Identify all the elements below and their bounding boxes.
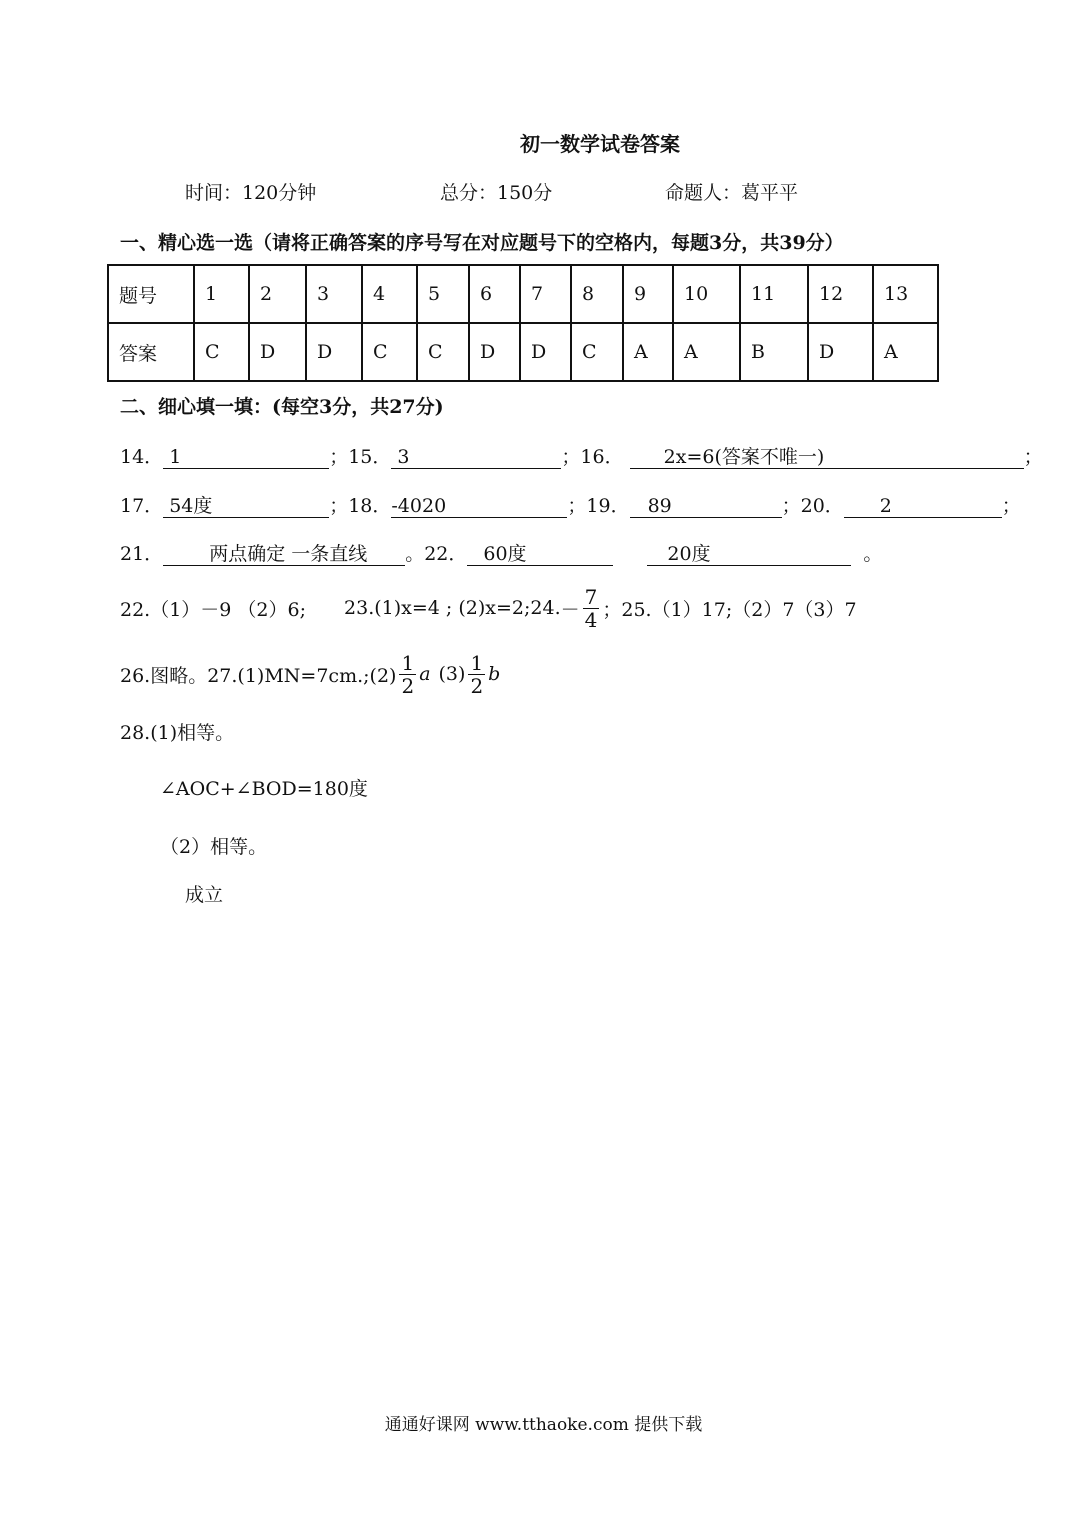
table-cell: 7 <box>520 265 571 323</box>
fraction-seven-fourths <box>583 586 600 631</box>
fraction-denominator: 4 <box>584 607 598 632</box>
table-cell: D <box>520 323 571 381</box>
q22-answer-2: 20度 <box>647 544 851 566</box>
exam-time: 时间：120分钟 <box>185 182 317 204</box>
q16-label: 16． <box>580 446 624 468</box>
row-label-number: 题号 <box>108 265 194 323</box>
fraction-one-half-a <box>399 652 416 697</box>
table-cell: D <box>249 323 306 381</box>
q22-label: 。22． <box>405 543 468 565</box>
section2-heading: 二、细心填一填：(每空3分，共27分) <box>120 396 444 418</box>
answer-table <box>107 264 939 382</box>
fill-line-14-16: 14． 1 ；15． 3 ；16． 2x=6(答案不唯一) ； <box>120 446 1043 468</box>
table-cell: 8 <box>571 265 623 323</box>
variable-a: a <box>419 663 431 685</box>
solution-27-part3: (3) <box>438 663 466 685</box>
solution-23: 23.(1)x=4 ; (2)x=2; <box>344 597 531 619</box>
solution-26-27: 26.图略。27.(1)MN=7cm.;(2) <box>120 664 397 687</box>
table-cell: 4 <box>362 265 417 323</box>
row-label-answer: 答案 <box>108 323 194 381</box>
page-footer: 通通好课网 www.tthaoke.com 提供下载 <box>384 1415 703 1435</box>
table-cell: 6 <box>469 265 520 323</box>
solution-28-holds: 成立 <box>185 884 224 906</box>
q16-answer: 2x=6(答案不唯一) <box>630 447 1024 469</box>
q15-label: 15． <box>348 446 392 468</box>
q18-answer: -4020 <box>391 496 567 518</box>
page-title: 初一数学试卷答案 <box>520 132 680 156</box>
table-cell: A <box>873 323 938 381</box>
table-cell: 12 <box>808 265 873 323</box>
fraction-numerator: 1 <box>401 650 415 675</box>
fraction-denominator: 2 <box>470 673 484 698</box>
solution-24-label: 24. <box>530 597 561 619</box>
table-cell: D <box>469 323 520 381</box>
section1-heading: 一、精心选一选（请将正确答案的序号写在对应题号下的空格内，每题3分，共39分） <box>120 232 844 254</box>
fraction-one-half-b <box>468 652 485 697</box>
solution-28-1: 28.(1)相等。 <box>120 722 235 744</box>
fill-line-21-22 <box>120 539 882 566</box>
table-cell: A <box>623 323 673 381</box>
solution-24-sign: － <box>560 598 580 621</box>
q22-answer-1: 60度 <box>467 544 613 566</box>
solution-28-angle: ∠AOC+∠BOD=180度 <box>160 778 368 800</box>
table-cell: 3 <box>306 265 362 323</box>
table-cell: A <box>673 323 740 381</box>
solution-22: 22.（1）－9 （2）6; <box>120 598 307 621</box>
table-cell: C <box>571 323 623 381</box>
q18-label: 18． <box>348 495 392 517</box>
table-cell: 5 <box>417 265 469 323</box>
fill-line-17-20: 17． 54度 ；18．-4020 ；19． 89 ；20． 2 ； <box>120 495 1021 517</box>
table-cell: 10 <box>673 265 740 323</box>
table-cell: D <box>808 323 873 381</box>
q19-answer: 89 <box>630 496 782 518</box>
q20-label: 20． <box>800 495 844 517</box>
table-row-answers <box>108 323 938 381</box>
q14-answer: 1 <box>163 447 329 469</box>
table-cell: C <box>362 323 417 381</box>
table-cell: C <box>417 323 469 381</box>
q14-label: 14． <box>120 446 164 468</box>
q20-answer: 2 <box>844 496 1002 518</box>
table-cell: 1 <box>194 265 249 323</box>
fraction-denominator: 2 <box>401 673 415 698</box>
table-cell: 11 <box>740 265 808 323</box>
fraction-numerator: 1 <box>470 650 484 675</box>
solution-line-26-27 <box>120 642 500 706</box>
fraction-numerator: 7 <box>584 584 598 609</box>
q19-label: 19． <box>586 495 630 517</box>
table-cell: 9 <box>623 265 673 323</box>
q22-end: 。 <box>863 543 883 565</box>
q17-label: 17． <box>120 495 164 517</box>
q21-label: 21． <box>120 543 164 565</box>
q17-answer: 54度 <box>163 496 329 518</box>
table-cell: 13 <box>873 265 938 323</box>
exam-author: 命题人：葛平平 <box>665 182 799 204</box>
solution-line-22-25 <box>120 576 857 640</box>
q21-answer: 两点确定 一条直线 <box>163 544 405 566</box>
solution-28-2: （2）相等。 <box>160 836 268 858</box>
q15-answer: 3 <box>391 447 561 469</box>
solution-25: ；25.（1）17;（2）7（3）7 <box>602 598 857 621</box>
exam-total-score: 总分：150分 <box>440 182 553 204</box>
table-cell: D <box>306 323 362 381</box>
table-cell: C <box>194 323 249 381</box>
variable-b: b <box>488 663 501 685</box>
table-cell: 2 <box>249 265 306 323</box>
table-cell: B <box>740 323 808 381</box>
table-row-numbers <box>108 265 938 323</box>
